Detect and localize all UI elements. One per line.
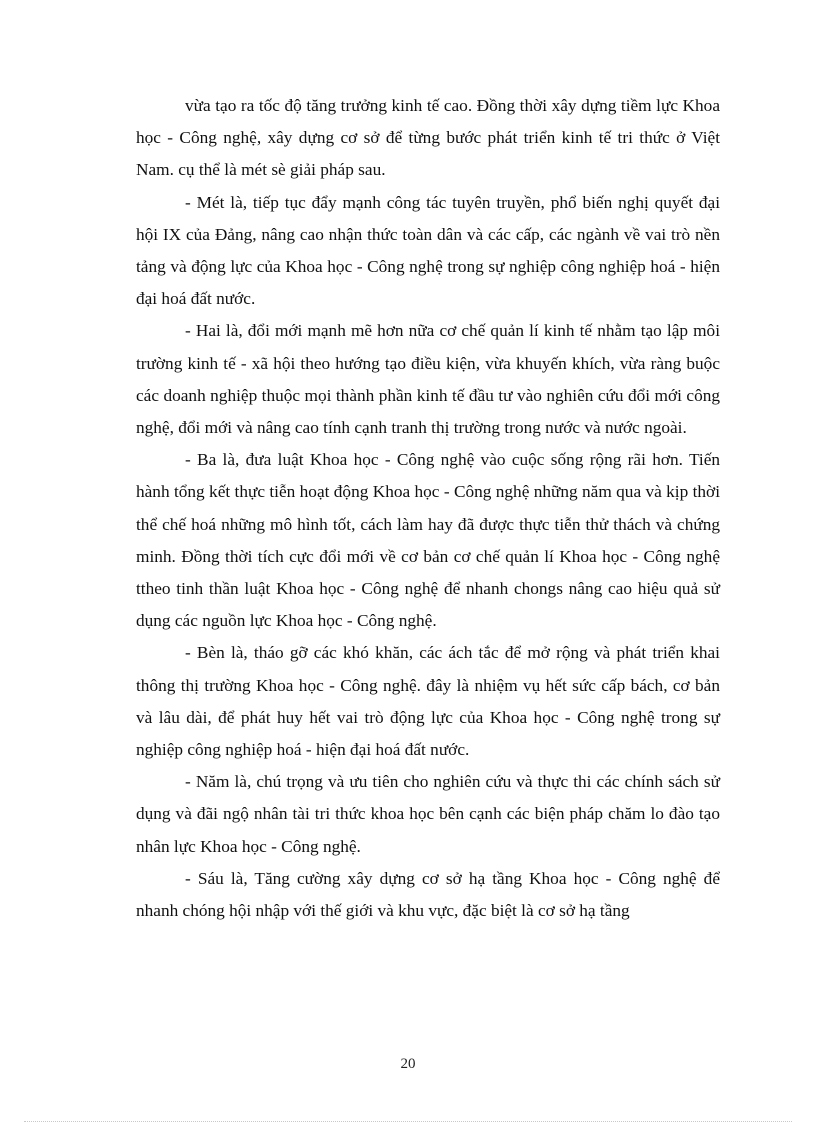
paragraph-solution-5: - Năm là, chú trọng và ưu tiên cho nghiên cứu và thực thi các chính sách sử dụng và đãi ngộ nhân tài tri thức khoa học bên cạnh các biện pháp chăm lo đào tạo nhân lực Khoa học - Công nghệ. [136, 772, 720, 856]
paragraph-continuation: vừa tạo ra tốc độ tăng trưởng kinh tế cao. Đồng thời xây dựng tiềm lực Khoa học - Công nghệ, xây dựng cơ sở để từng bước phát triển kinh tế tri thức ở Việt Nam. cụ thể là mét sè giải pháp sau. [136, 96, 720, 180]
paragraph-solution-3: - Ba là, đưa luật Khoa học - Công nghệ vào cuộc sống rộng rãi hơn. Tiến hành tổng kết thực tiễn hoạt động Khoa học - Công nghệ những năm qua và kịp thời thể chế hoá những mô hình tốt, cách làm hay đã được thực tiễn thử thách và chứng minh. Đồng thời tích cực đổi mới về cơ bản cơ chế quản lí Khoa học - Công nghệ ttheo tinh thần luật Khoa học - Công nghệ để nhanh chongs nâng cao hiệu quả sử dụng các nguồn lực Khoa học - Công nghệ. [136, 450, 720, 631]
paragraph-solution-1: - Mét là, tiếp tục đẩy mạnh công tác tuyên truyền, phổ biến nghị quyết đại hội IX của Đảng, nâng cao nhận thức toàn dân và các cấp, các ngành về vai trò nền tảng và động lực của Khoa học - Công nghệ trong sự nghiệp công nghiệp hoá - hiện đại hoá đất nước. [136, 192, 720, 309]
paragraph-solution-4: - Bèn là, tháo gỡ các khó khăn, các ách tắc để mở rộng và phát triển khai thông thị trường Khoa học - Công nghệ. đây là nhiệm vụ hết sức cấp bách, cơ bản và lâu dài, để phát huy hết vai trò động lực của Khoa học - Công nghệ trong sự nghiệp công nghiệp hoá - hiện đại hoá đất nước. [136, 643, 720, 760]
page-bottom-divider [24, 1121, 792, 1122]
paragraph-solution-2: - Hai là, đổi mới mạnh mẽ hơn nữa cơ chế quản lí kinh tế nhằm tạo lập môi trường kinh tế - xã hội theo hướng tạo điều kiện, vừa khuyến khích, vừa ràng buộc các doanh nghiệp thuộc mọi thành phần kinh tế đầu tư vào nghiên cứu đổi mới công nghệ, đổi mới và nâng cao tính cạnh tranh thị trường trong nước và nước ngoài. [136, 321, 720, 438]
paragraph-solution-6: - Sáu là, Tăng cường xây dựng cơ sở hạ tầng Khoa học - Công nghệ để nhanh chóng hội nhập với thế giới và khu vực, đặc biệt là cơ sở hạ tầng [136, 868, 720, 921]
body-text [136, 90, 720, 927]
page-number: 20 [400, 1056, 416, 1072]
